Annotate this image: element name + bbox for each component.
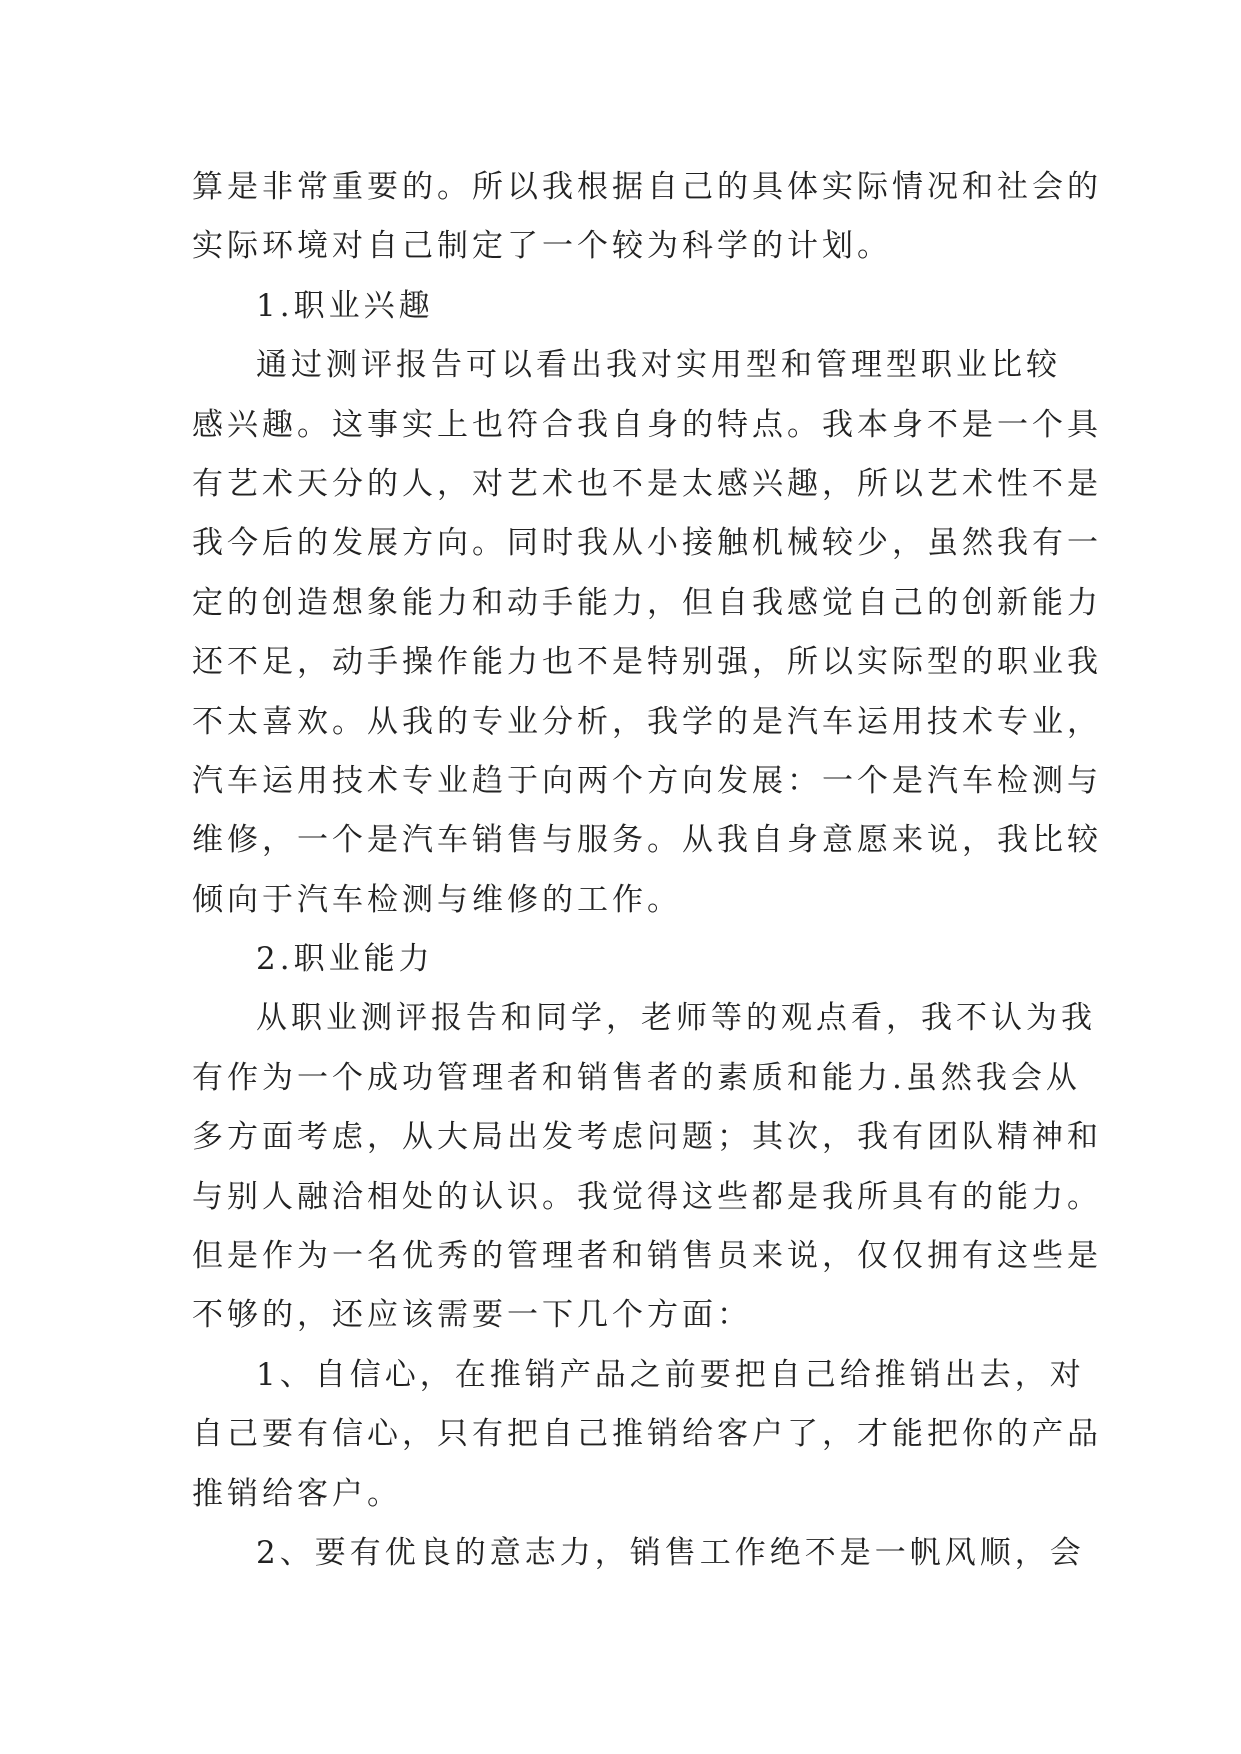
text-line: 多方面考虑，从大局出发考虑问题；其次，我有团队精神和: [192, 1119, 1102, 1156]
text-line: 还不足，动手操作能力也不是特别强，所以实际型的职业我: [192, 644, 1102, 681]
text-line: 感兴趣。这事实上也符合我自身的特点。我本身不是一个具: [192, 406, 1102, 443]
list-item: 2、要有优良的意志力，销售工作绝不是一帆风顺，会: [256, 1534, 1085, 1571]
text-line: 但是作为一名优秀的管理者和销售员来说，仅仅拥有这些是: [192, 1238, 1102, 1275]
text-line: 有艺术天分的人，对艺术也不是太感兴趣，所以艺术性不是: [192, 465, 1102, 502]
section-heading: 1.职业兴趣: [256, 287, 434, 324]
text-line: 算是非常重要的。所以我根据自己的具体实际情况和社会的: [192, 169, 1102, 205]
text-line: 汽车运用技术专业趋于向两个方向发展：一个是汽车检测与: [192, 762, 1102, 799]
text-line: 不太喜欢。从我的专业分析，我学的是汽车运用技术专业，: [192, 703, 1102, 740]
text-line: 自己要有信心，只有把自己推销给客户了，才能把你的产品: [192, 1416, 1102, 1453]
text-line: 实际环境对自己制定了一个较为科学的计划。: [192, 228, 892, 265]
text-line: 通过测评报告可以看出我对实用型和管理型职业比较: [256, 347, 1061, 384]
text-line: 定的创造想象能力和动手能力，但自我感觉自己的创新能力: [192, 584, 1102, 621]
section-heading: 2.职业能力: [256, 941, 434, 978]
document-body: [192, 158, 1102, 1583]
text-line: 维修，一个是汽车销售与服务。从我自身意愿来说，我比较: [192, 822, 1102, 859]
text-line: 不够的，还应该需要一下几个方面：: [192, 1297, 752, 1334]
text-line: 有作为一个成功管理者和销售者的素质和能力.虽然我会从: [192, 1059, 1081, 1096]
text-line: 推销给客户。: [192, 1475, 402, 1512]
text-line: 倾向于汽车检测与维修的工作。: [192, 881, 682, 918]
text-line: 从职业测评报告和同学，老师等的观点看，我不认为我: [256, 1000, 1096, 1037]
list-item: 1、自信心，在推销产品之前要把自己给推销出去，对: [256, 1356, 1085, 1393]
text-line: 我今后的发展方向。同时我从小接触机械较少，虽然我有一: [192, 525, 1102, 562]
text-line: 与别人融洽相处的认识。我觉得这些都是我所具有的能力。: [192, 1178, 1102, 1215]
